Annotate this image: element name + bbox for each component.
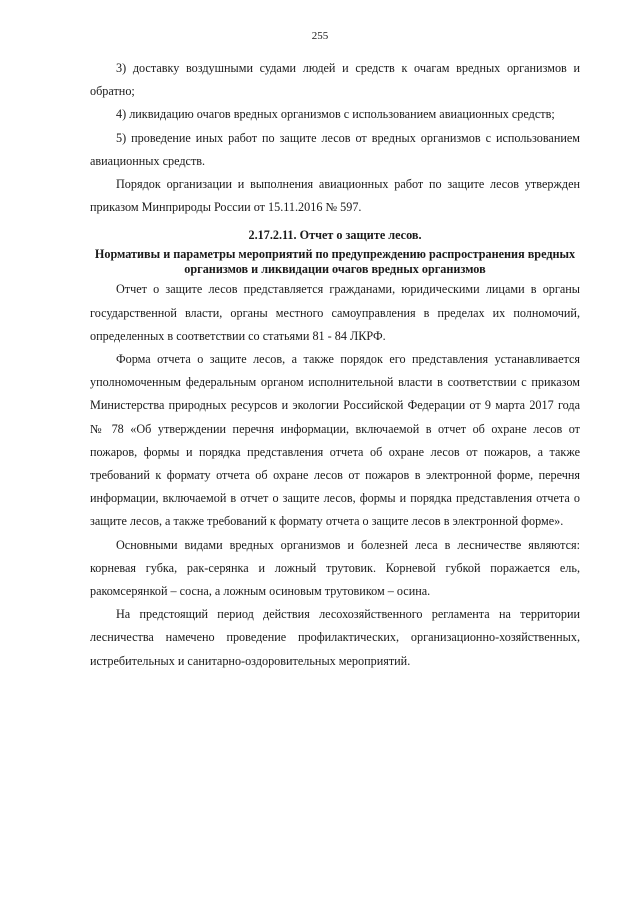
paragraph-item-3: 3) доставку воздушными судами людей и средств к очагам вредных организмов и обратно; bbox=[90, 61, 580, 99]
paragraph-aviation-order: Порядок организации и выполнения авиационных работ по защите лесов утвержден приказом Минприроды России от 15.11.2016 № 597. bbox=[90, 177, 580, 215]
paragraph-report-form: Форма отчета о защите лесов, а также порядок его представления устанавливается уполномоченным федеральным органом исполнительной власти в соответствии с приказом Министерства природных ресурсов и экологии Российской Федерации от 9 марта 2017 года № 78 «Об утверждении перечня информации, включаемой в отчет об охране лесов от пожаров, формы и порядка представления отчета об охране лесов от пожаров, а также требований к формату отчета об охране лесов от пожаров в электронной форме, перечня информации, включаемой в отчет о защите лесов, формы и порядка представления отчета о защите лесов, а также требований к формату отчета о защите лесов в электронной форме». bbox=[90, 352, 580, 529]
paragraph-report-submission: Отчет о защите лесов представляется гражданами, юридическими лицами в органы государственной власти, органы местного самоуправления в пределах их полномочий, определенных в соответствии со статьями 81 - 84 ЛКРФ. bbox=[90, 282, 580, 343]
page-number: 255 bbox=[311, 30, 329, 42]
subsection-title: Нормативы и параметры мероприятий по предупреждению распространения вредных организмов и ликвидации очагов вредных организмов bbox=[94, 247, 576, 277]
paragraph-item-5: 5) проведение иных работ по защите лесов от вредных организмов с использованием авиационных средств. bbox=[90, 130, 580, 168]
paragraph-pest-species: Основными видами вредных организмов и болезней леса в лесничестве являются: корневая губка, рак-серянка и ложный трутовик. Корневой губкой поражается ель, ракомсерянкой – сосна, а ложным осиновым трутовиком – осина. bbox=[90, 537, 580, 599]
document-body bbox=[90, 57, 580, 673]
paragraph-item-4: 4) ликвидацию очагов вредных организмов с использованием авиационных средств; bbox=[116, 107, 555, 122]
paragraph-planned-measures: На предстоящий период действия лесохозяйственного регламента на территории лесничества намечено проведение профилактических, организационно-хозяйственных, истребительных и санитарно-оздоровительных мероприятий. bbox=[90, 607, 580, 668]
section-title: 2.17.2.11. Отчет о защите лесов. bbox=[248, 228, 422, 243]
